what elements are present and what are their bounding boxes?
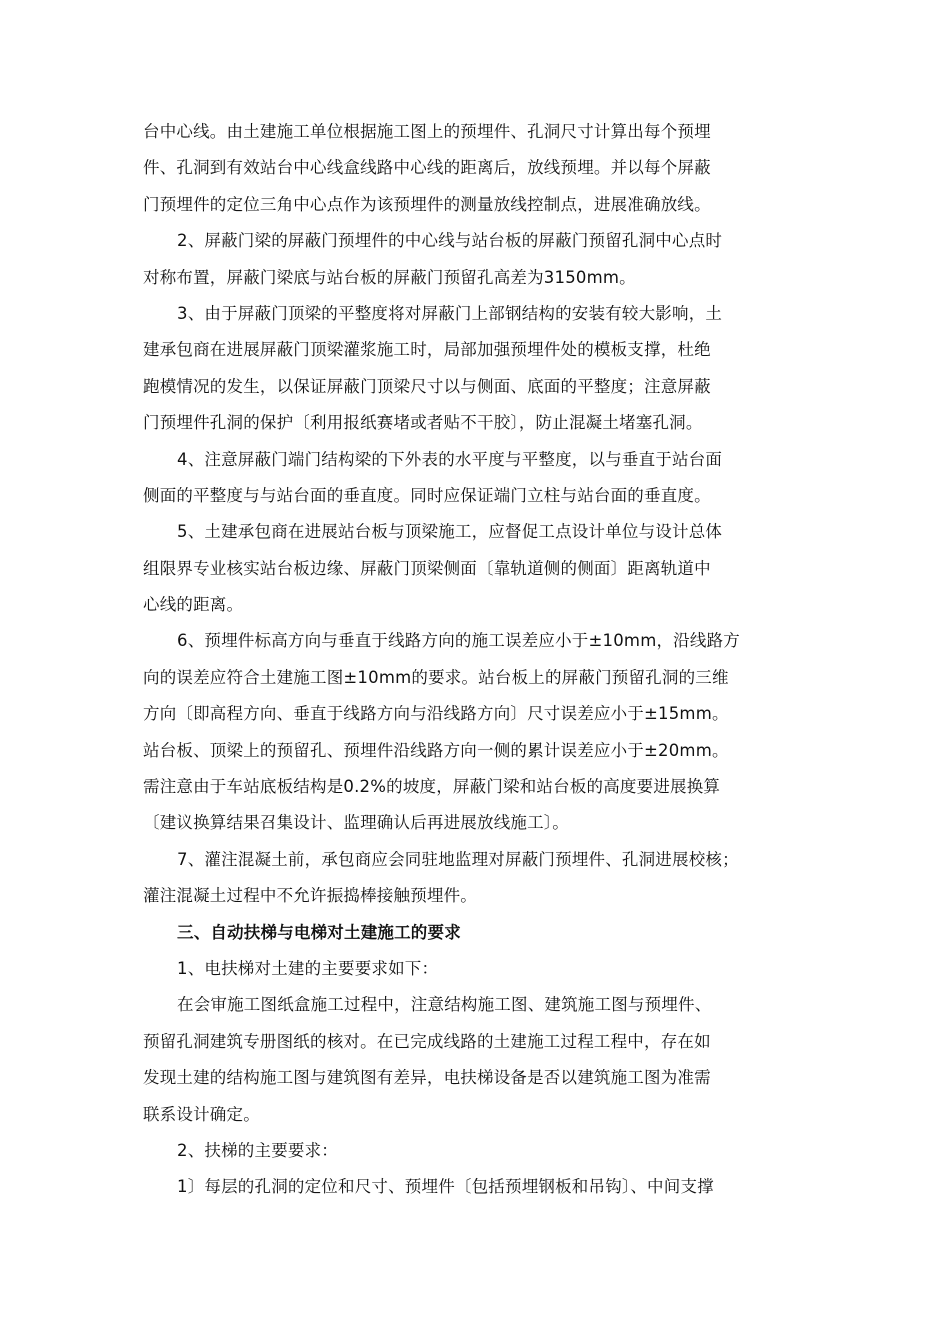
paragraph-line: 联系设计确定。 bbox=[143, 1104, 260, 1124]
section-heading: 三、自动扶梯与电梯对土建施工的要求 bbox=[177, 922, 461, 942]
paragraph-line: 2、屏蔽门梁的屏蔽门预埋件的中心线与站台板的屏蔽门预留孔洞中心点时 bbox=[177, 231, 723, 251]
paragraph-line: 发现土建的结构施工图与建筑图有差异，电扶梯设备是否以建筑施工图为准需 bbox=[143, 1068, 711, 1088]
document-body bbox=[143, 114, 809, 1206]
paragraph-line: 建承包商在进展屏蔽门顶梁灌浆施工时，局部加强预埋件处的模板支撑，杜绝 bbox=[143, 340, 711, 360]
paragraph-line: 在会审施工图纸盒施工过程中，注意结构施工图、建筑施工图与预埋件、 bbox=[177, 995, 712, 1015]
paragraph-line: 3、由于屏蔽门顶梁的平整度将对屏蔽门上部钢结构的安装有较大影响，土 bbox=[177, 303, 723, 323]
paragraph-line: 心线的距离。 bbox=[143, 595, 244, 615]
paragraph-line: 门预埋件孔洞的保护〔利用报纸赛堵或者贴不干胶〕，防止混凝土堵塞孔洞。 bbox=[143, 413, 703, 433]
paragraph-line: 1〕每层的孔洞的定位和尺寸、预埋件〔包括预埋钢板和吊钩〕、中间支撑 bbox=[177, 1177, 714, 1197]
paragraph-line: 预留孔洞建筑专册图纸的核对。在已完成线路的土建施工过程工程中，存在如 bbox=[143, 1031, 711, 1051]
paragraph-line: 侧面的平整度与与站台面的垂直度。同时应保证端门立柱与站台面的垂直度。 bbox=[143, 485, 711, 505]
paragraph-line: 7、灌注混凝土前，承包商应会同驻地监理对屏蔽门预埋件、孔洞进展校核； bbox=[177, 849, 739, 869]
paragraph-line: 门预埋件的定位三角中心点作为该预埋件的测量放线控制点，进展准确放线。 bbox=[143, 194, 711, 214]
paragraph-line: 向的误差应符合土建施工图±10mm的要求。站台板上的屏蔽门预留孔洞的三维 bbox=[143, 667, 729, 687]
paragraph-line: 站台板、顶梁上的预留孔、预埋件沿线路方向一侧的累计误差应小于±20mm。 bbox=[143, 740, 729, 760]
paragraph-line: 跑模情况的发生，以保证屏蔽门顶梁尺寸以与侧面、底面的平整度；注意屏蔽 bbox=[143, 376, 711, 396]
paragraph-line: 件、孔洞到有效站台中心线盒线路中心线的距离后，放线预埋。并以每个屏蔽 bbox=[143, 158, 711, 178]
paragraph-line: 6、预埋件标高方向与垂直于线路方向的施工误差应小于±10mm，沿线路方 bbox=[177, 631, 740, 651]
paragraph-line: 对称布置，屏蔽门梁底与站台板的屏蔽门预留孔高差为3150mm。 bbox=[143, 267, 636, 287]
paragraph-line: 5、土建承包商在进展站台板与顶梁施工，应督促工点设计单位与设计总体 bbox=[177, 522, 723, 542]
paragraph-line: 组限界专业核实站台板边缘、屏蔽门顶梁侧面〔靠轨道侧的侧面〕距离轨道中 bbox=[143, 558, 711, 578]
paragraph-line: 方向〔即高程方向、垂直于线路方向与沿线路方向〕尺寸误差应小于±15mm。 bbox=[143, 704, 729, 724]
paragraph-line: 1、电扶梯对土建的主要要求如下： bbox=[177, 958, 439, 978]
paragraph-line: 台中心线。由土建施工单位根据施工图上的预埋件、孔洞尺寸计算出每个预埋 bbox=[143, 122, 711, 141]
paragraph-line: 4、注意屏蔽门端门结构梁的下外表的水平度与平整度，以与垂直于站台面 bbox=[177, 449, 723, 469]
paragraph-line: 灌注混凝土过程中不允许振捣棒接触预埋件。 bbox=[143, 886, 477, 906]
paragraph-line: 2、扶梯的主要要求： bbox=[177, 1140, 338, 1160]
paragraph-line: 需注意由于车站底板结构是0.2%的坡度，屏蔽门梁和站台板的高度要进展换算 bbox=[143, 777, 721, 797]
paragraph-line: 〔建议换算结果召集设计、监理确认后再进展放线施工〕。 bbox=[143, 813, 569, 833]
